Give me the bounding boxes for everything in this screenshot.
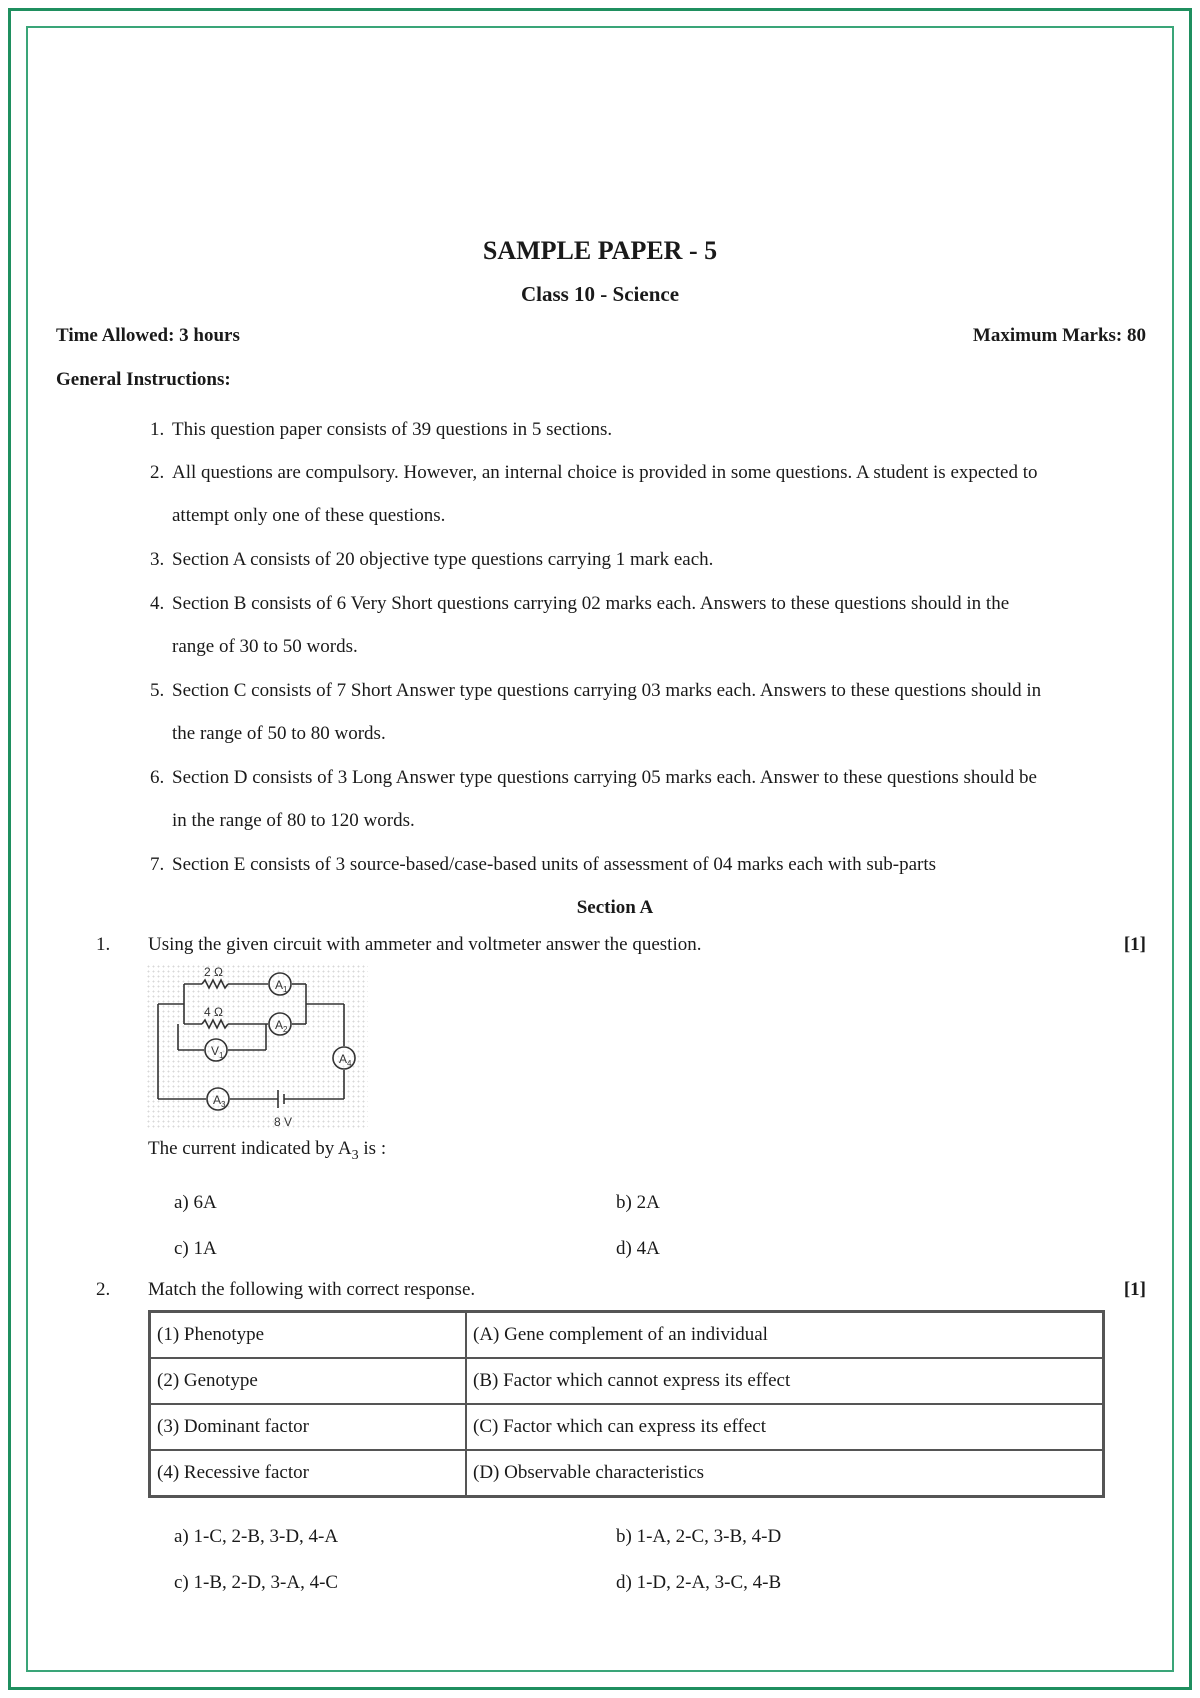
maximum-marks: Maximum Marks: 80: [972, 325, 1146, 346]
question-text: Match the following with correct response.: [148, 1279, 476, 1300]
instruction-number: 5.: [150, 680, 165, 701]
instruction-item: [150, 538, 1145, 581]
table-cell: (2) Genotype: [150, 1358, 467, 1404]
option-d[interactable]: d) 1-D, 2-A, 3-C, 4-B: [616, 1572, 782, 1593]
question-text: Using the given circuit with ammeter and voltmeter answer the question.: [148, 934, 702, 955]
table-cell: (B) Factor which cannot express its effect: [466, 1358, 1104, 1404]
option-d[interactable]: d) 4A: [616, 1238, 660, 1259]
question-number: 2.: [96, 1279, 111, 1300]
option-b[interactable]: b) 2A: [616, 1192, 660, 1213]
paper-title: SAMPLE PAPER - 5: [482, 236, 718, 265]
instruction-text: Section A consists of 20 objective type questions carrying 1 mark each.: [172, 549, 714, 570]
instruction-number: 4.: [150, 593, 165, 614]
table-row: [150, 1404, 1104, 1450]
table-cell: (4) Recessive factor: [150, 1450, 467, 1497]
match-table: [148, 1310, 1105, 1498]
table-cell: (C) Factor which can express its effect: [466, 1404, 1104, 1450]
resistor-2ohm: [202, 980, 228, 988]
question-stem: The current indicated by $A_3$ is :: [148, 1138, 387, 1163]
meter-label: $V_1$: [211, 1044, 224, 1060]
instruction-text: Section C consists of 7 Short Answer type questions carrying 03 marks each. Answers to these questions should in: [172, 680, 1042, 701]
instruction-text: in the range of 80 to 120 words.: [172, 810, 415, 831]
instruction-text: All questions are compulsory. However, an internal choice is provided in some questions. A student is expected to: [172, 462, 1038, 483]
section-a-heading: Section A: [576, 897, 654, 918]
instruction-text: This question paper consists of 39 questions in 5 sections.: [172, 419, 613, 440]
instruction-text: Section B consists of 6 Very Short questions carrying 02 marks each. Answers to these questions should in the: [172, 593, 1010, 614]
instruction-text: attempt only one of these questions.: [172, 505, 446, 526]
battery-label: 8 V: [274, 1115, 293, 1129]
resistor-label: 2 Ω: [204, 965, 223, 979]
paper-subtitle: Class 10 - Science: [520, 282, 680, 306]
resistor-4ohm: [202, 1020, 228, 1028]
instruction-number: 6.: [150, 767, 165, 788]
meter-label: $A_4$: [339, 1052, 352, 1068]
table-cell: (A) Gene complement of an individual: [466, 1312, 1104, 1359]
instruction-item: [150, 669, 1145, 755]
instruction-number: 2.: [150, 462, 165, 483]
instruction-item: [150, 843, 1145, 886]
time-allowed: Time Allowed: 3 hours: [56, 325, 240, 346]
instruction-item: [150, 408, 1145, 451]
option-a[interactable]: a) 1-C, 2-B, 3-D, 4-A: [174, 1526, 339, 1547]
table-row: [150, 1450, 1104, 1497]
instruction-text: Section E consists of 3 source-based/case-based units of assessment of 04 marks each with sub-parts: [172, 854, 937, 875]
instruction-text: the range of 50 to 80 words.: [172, 723, 386, 744]
instruction-item: [150, 582, 1145, 668]
table-row: [150, 1358, 1104, 1404]
option-c[interactable]: c) 1A: [174, 1238, 217, 1259]
instruction-item: [150, 451, 1145, 537]
question-marks: [1]: [1123, 934, 1146, 955]
table-cell: (3) Dominant factor: [150, 1404, 467, 1450]
table-row: [150, 1312, 1104, 1359]
instructions-heading: General Instructions:: [56, 369, 231, 390]
meter-label: $A_2$: [275, 1018, 288, 1034]
question-marks: [1]: [1123, 1279, 1146, 1300]
option-a[interactable]: a) 6A: [174, 1192, 217, 1213]
instruction-number: 7.: [150, 854, 165, 875]
resistor-label: 4 Ω: [204, 1005, 223, 1019]
question-number: 1.: [96, 934, 111, 955]
meter-label: $A_1$: [275, 978, 288, 994]
meter-label: $A_3$: [213, 1093, 226, 1109]
table-cell: (D) Observable characteristics: [466, 1450, 1104, 1497]
table-cell: (1) Phenotype: [150, 1312, 467, 1359]
instruction-number: 1.: [150, 419, 165, 440]
instruction-item: [150, 756, 1145, 842]
instruction-text: range of 30 to 50 words.: [172, 636, 358, 657]
instruction-number: 3.: [150, 549, 165, 570]
instruction-text: Section D consists of 3 Long Answer type questions carrying 05 marks each. Answer to these questions should be: [172, 767, 1037, 788]
option-b[interactable]: b) 1-A, 2-C, 3-B, 4-D: [616, 1526, 782, 1547]
option-c[interactable]: c) 1-B, 2-D, 3-A, 4-C: [174, 1572, 339, 1593]
circuit-diagram: [146, 964, 368, 1130]
